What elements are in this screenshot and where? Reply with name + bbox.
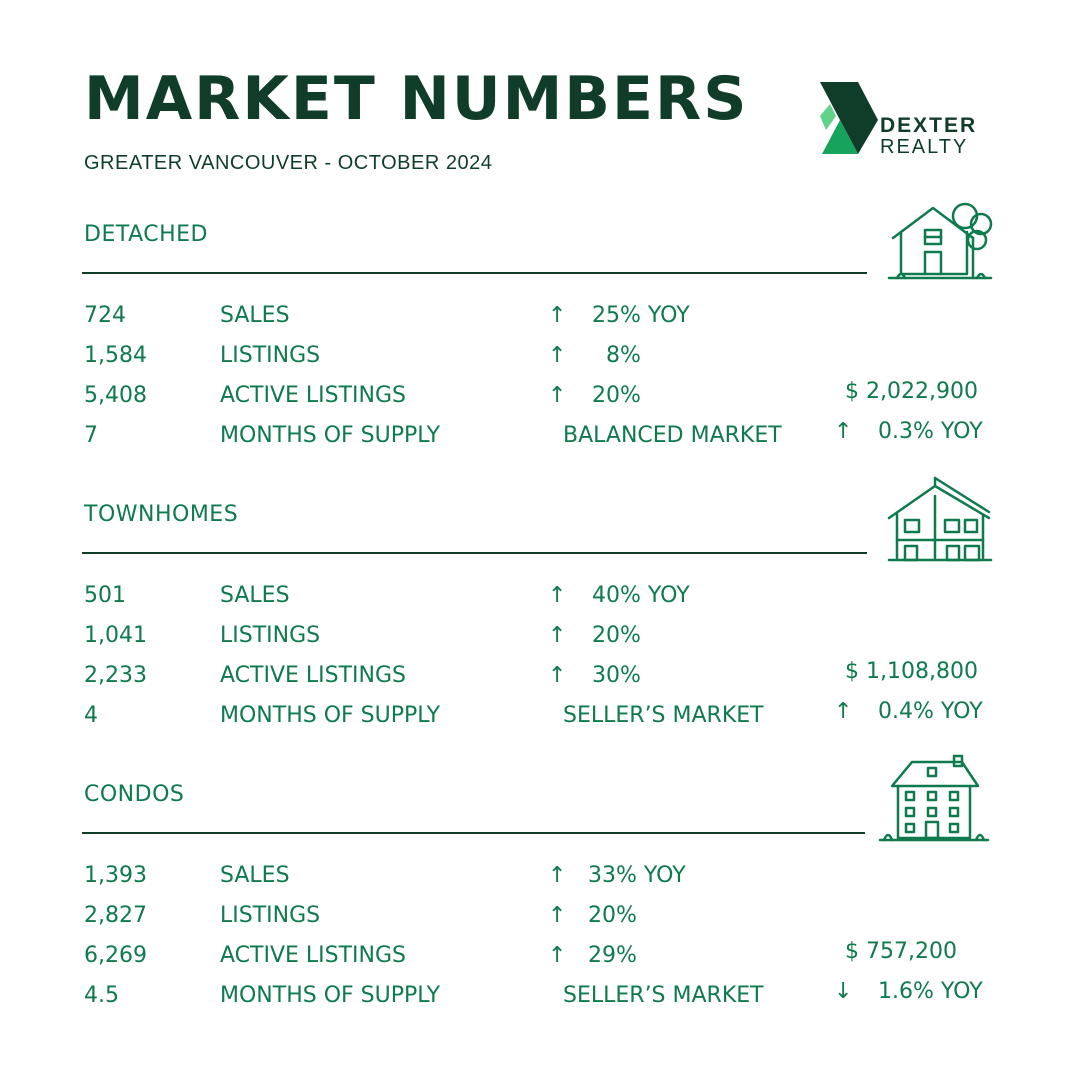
section-condos xyxy=(0,782,1080,1062)
value: 5,408 xyxy=(84,383,147,408)
page-title: MARKET NUMBERS xyxy=(84,64,749,134)
price-yoy: 0.4% YOY xyxy=(878,699,983,724)
townhouse-icon xyxy=(885,474,997,566)
change-value: 30% xyxy=(592,663,641,688)
brand-logo xyxy=(818,80,998,160)
listings-row xyxy=(0,898,1080,934)
price-yoy: 1.6% YOY xyxy=(878,979,983,1004)
logo-sub: REALTY xyxy=(880,136,969,158)
arrow-up-icon: ↑ xyxy=(548,623,567,648)
listings-row xyxy=(0,338,1080,374)
value: 501 xyxy=(84,583,126,608)
arrow-up-icon: ↑ xyxy=(548,303,567,328)
arrow-up-icon: ↑ xyxy=(548,663,567,688)
metric-label: ACTIVE LISTINGS xyxy=(220,943,407,968)
section-divider xyxy=(82,272,867,274)
change-value: 25% YOY xyxy=(592,303,690,328)
value: 724 xyxy=(84,303,126,328)
change-value: 20% xyxy=(592,623,641,648)
metric-label: SALES xyxy=(220,863,290,888)
arrow-up-icon: ↑ xyxy=(548,343,567,368)
market-status: SELLER’S MARKET xyxy=(563,703,764,728)
metric-label: SALES xyxy=(220,303,290,328)
arrow-up-icon: ↑ xyxy=(548,943,567,968)
market-status: BALANCED MARKET xyxy=(563,423,782,448)
section-divider xyxy=(82,832,865,834)
sales-row xyxy=(0,858,1080,894)
value: 2,827 xyxy=(84,903,147,928)
value: 1,041 xyxy=(84,623,147,648)
section-divider xyxy=(82,552,867,554)
change-value: 29% xyxy=(588,943,637,968)
logo-name: DEXTER xyxy=(880,114,978,137)
value: 4.5 xyxy=(84,983,119,1008)
metric-label: ACTIVE LISTINGS xyxy=(220,663,407,688)
arrow-up-icon: ↑ xyxy=(834,699,853,724)
metric-label: ACTIVE LISTINGS xyxy=(220,383,407,408)
metric-label: MONTHS OF SUPPLY xyxy=(220,983,441,1008)
benchmark-price: $ 2,022,900 xyxy=(845,379,978,404)
house-with-tree-icon xyxy=(885,194,997,286)
arrow-up-icon: ↑ xyxy=(548,903,567,928)
metric-label: MONTHS OF SUPPLY xyxy=(220,703,441,728)
value: 1,584 xyxy=(84,343,147,368)
apartment-building-icon xyxy=(878,754,990,846)
page-subtitle: GREATER VANCOUVER - OCTOBER 2024 xyxy=(84,152,493,174)
change-value: 8% xyxy=(606,343,641,368)
metric-label: MONTHS OF SUPPLY xyxy=(220,423,441,448)
change-value: 20% xyxy=(592,383,641,408)
section-title: DETACHED xyxy=(84,222,208,247)
metric-label: LISTINGS xyxy=(220,903,321,928)
arrow-up-icon: ↑ xyxy=(834,419,853,444)
change-value: 33% YOY xyxy=(588,863,686,888)
metric-label: LISTINGS xyxy=(220,343,321,368)
arrow-up-icon: ↑ xyxy=(548,863,567,888)
value: 6,269 xyxy=(84,943,147,968)
value: 2,233 xyxy=(84,663,147,688)
value: 7 xyxy=(84,423,98,448)
logo-mark-icon xyxy=(818,80,878,160)
benchmark-price: $ 757,200 xyxy=(845,939,957,964)
section-title: TOWNHOMES xyxy=(84,502,239,527)
price-yoy: 0.3% YOY xyxy=(878,419,983,444)
section-detached xyxy=(0,222,1080,502)
sales-row xyxy=(0,578,1080,614)
metric-label: SALES xyxy=(220,583,290,608)
change-value: 40% YOY xyxy=(592,583,690,608)
change-value: 20% xyxy=(588,903,637,928)
arrow-up-icon: ↑ xyxy=(548,383,567,408)
metric-label: LISTINGS xyxy=(220,623,321,648)
market-status: SELLER’S MARKET xyxy=(563,983,764,1008)
benchmark-price: $ 1,108,800 xyxy=(845,659,978,684)
section-title: CONDOS xyxy=(84,782,185,807)
arrow-down-icon: ↓ xyxy=(834,979,853,1004)
listings-row xyxy=(0,618,1080,654)
value: 4 xyxy=(84,703,98,728)
sales-row xyxy=(0,298,1080,334)
section-townhomes xyxy=(0,502,1080,782)
value: 1,393 xyxy=(84,863,147,888)
arrow-up-icon: ↑ xyxy=(548,583,567,608)
